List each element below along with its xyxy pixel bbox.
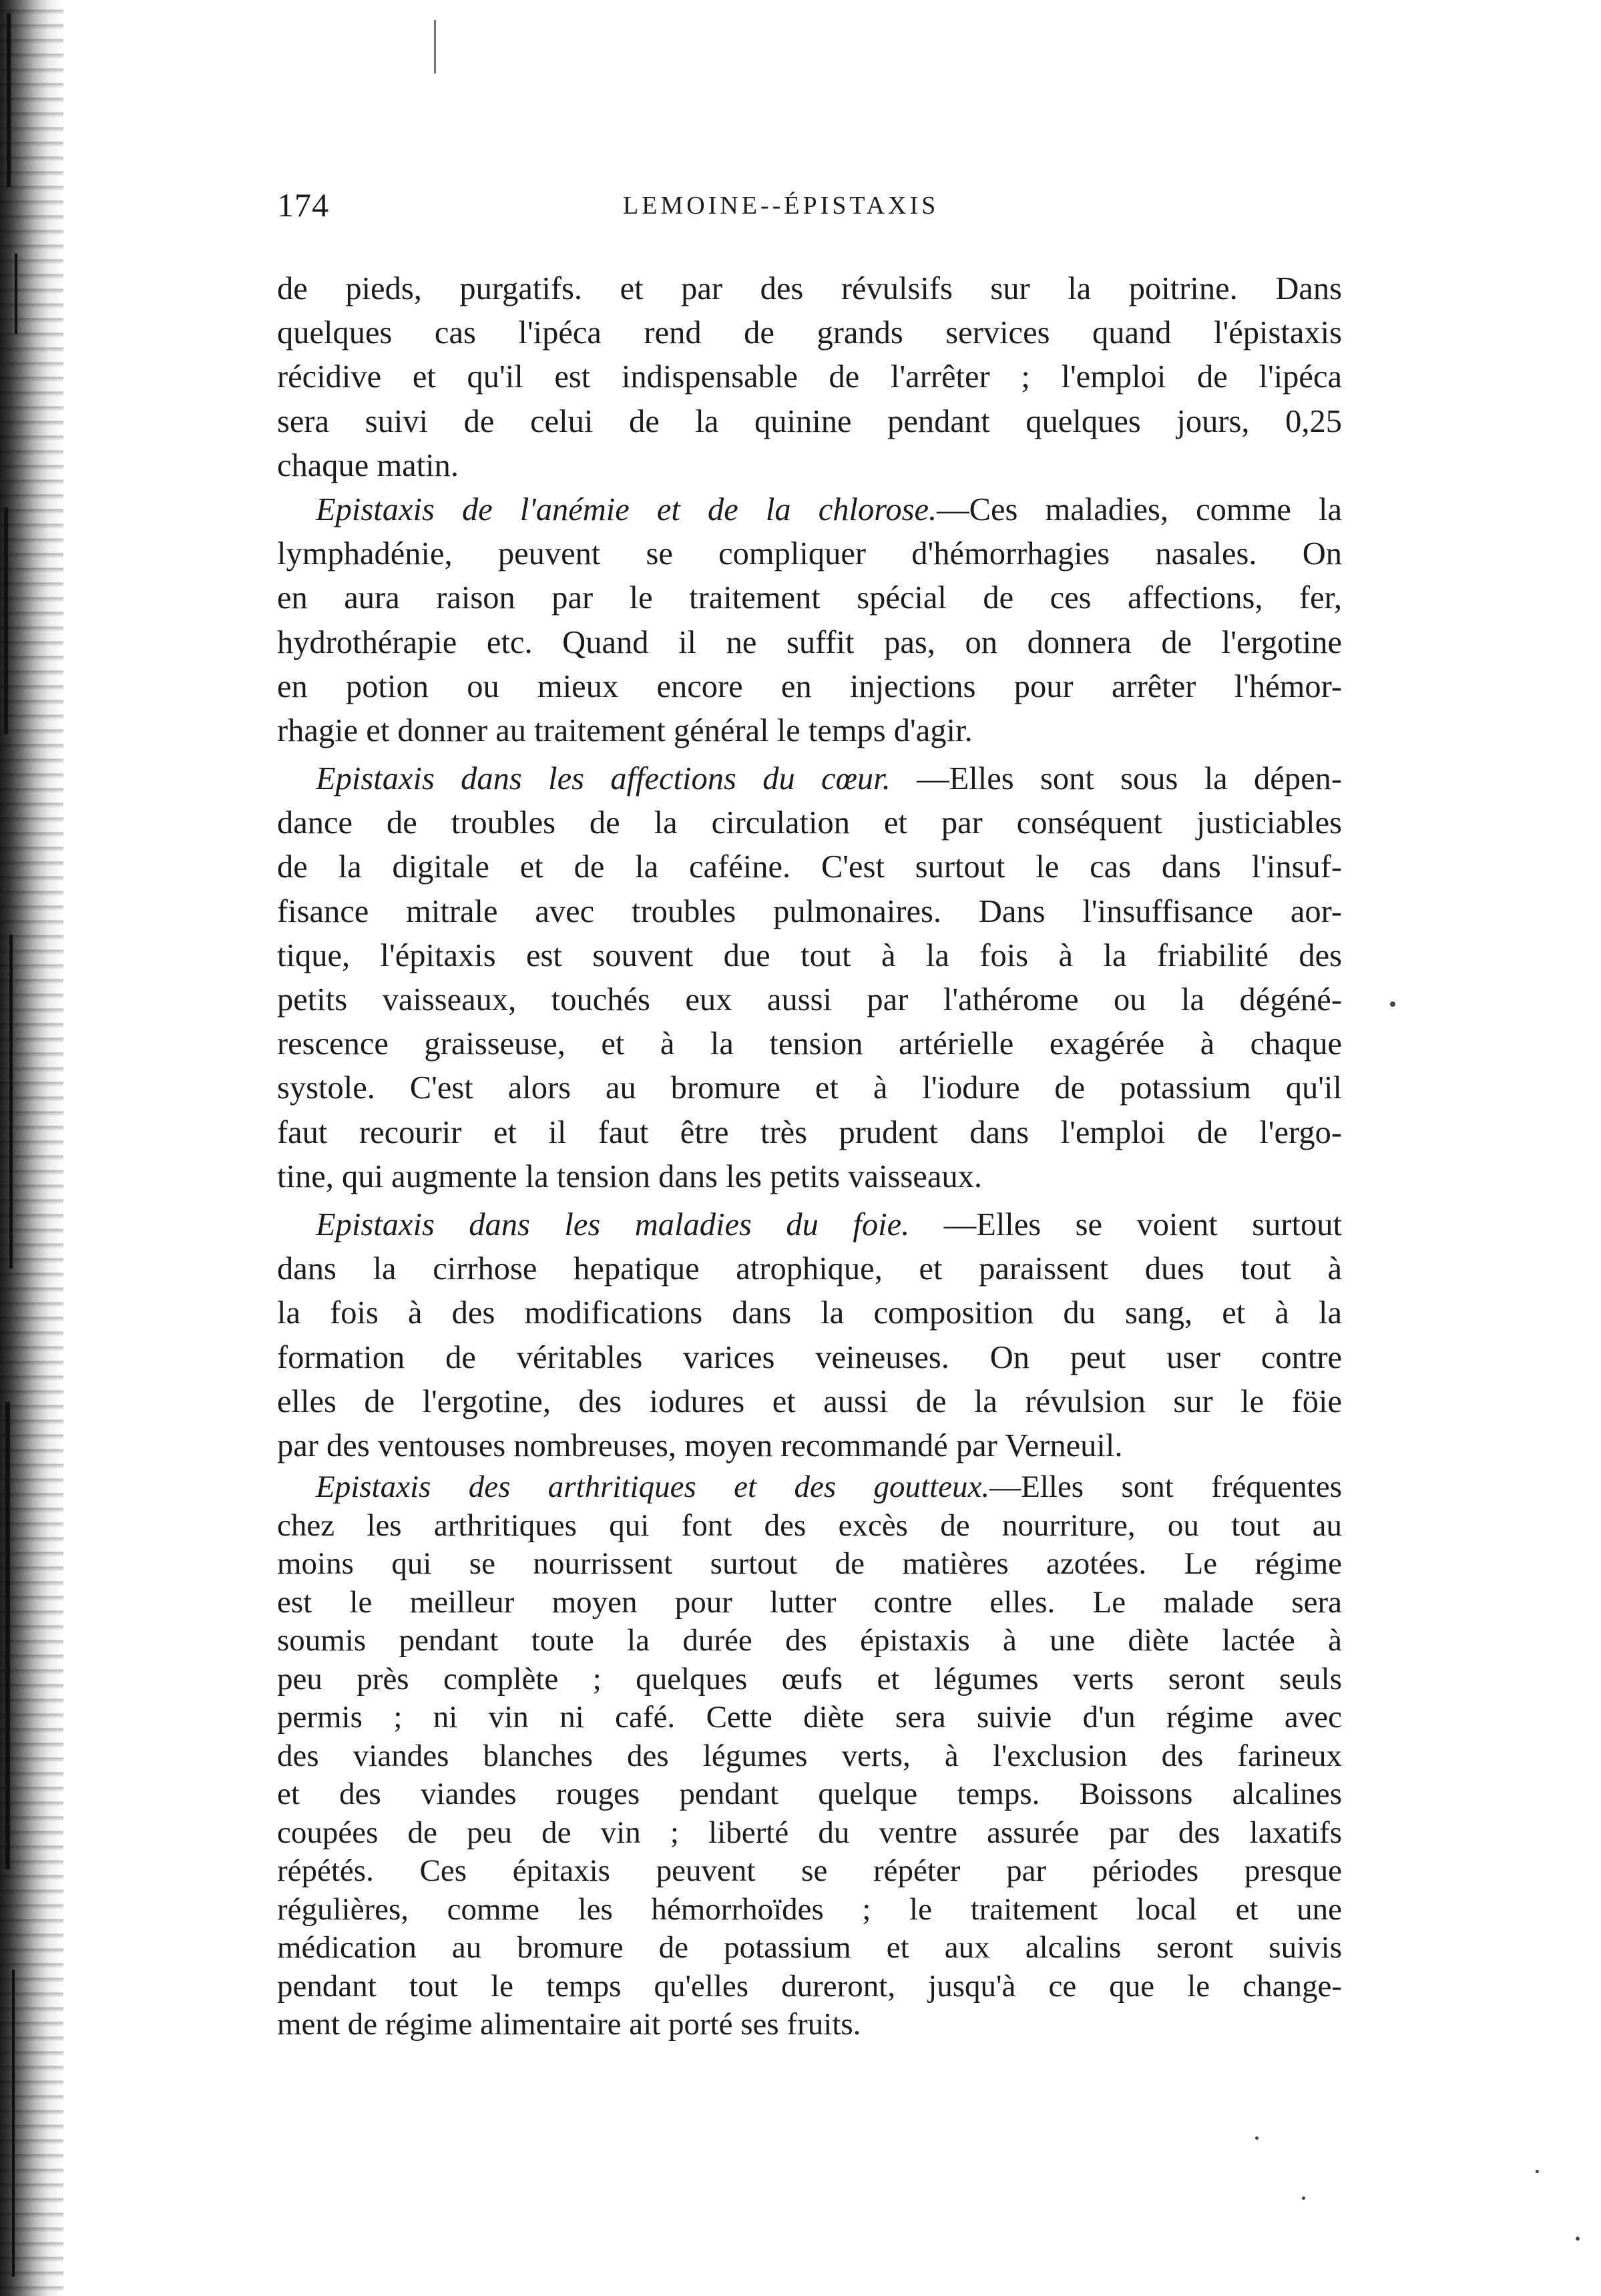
text-line: quelques cas l'ipéca rend de grands services quand l'épistaxis bbox=[277, 315, 1342, 351]
text-line: formation de véritables varices veineuses. On peut user contre bbox=[277, 1339, 1342, 1375]
text-line: faut recourir et il faut être très prudent dans l'emploi de l'ergo- bbox=[277, 1114, 1342, 1150]
binding-shadow bbox=[4, 507, 8, 734]
text-line: par des ventouses nombreuses, moyen recommandé par Verneuil. bbox=[277, 1427, 1123, 1463]
text-run: —Elles sont sous la dépen- bbox=[890, 761, 1342, 797]
binding-shadow bbox=[12, 1970, 15, 2277]
text-line: de la digitale et de la caféine. C'est surtout le cas dans l'insuf- bbox=[277, 849, 1342, 885]
paragraph bbox=[277, 1203, 1342, 1468]
paragraph-heading: Epistaxis dans les maladies du foie. bbox=[316, 1206, 910, 1242]
binding-shadow bbox=[15, 254, 17, 334]
binding-shadow bbox=[5, 1402, 10, 1869]
text-run: —Elles se voient surtout bbox=[909, 1206, 1342, 1242]
text-line bbox=[277, 488, 1342, 532]
scan-speck bbox=[1536, 2170, 1539, 2173]
text-line: coupées de peu de vin ; liberté du ventre assurée par des laxatifs bbox=[277, 1815, 1342, 1850]
text-line: régulières, comme les hémorrhoïdes ; le traitement local et une bbox=[277, 1891, 1342, 1927]
text-line: chez les arthritiques qui font des excès de nourriture, ou tout au bbox=[277, 1508, 1342, 1543]
text-line: dans la cirrhose hepatique atrophique, et paraissent dues tout à bbox=[277, 1251, 1342, 1287]
text-line: tine, qui augmente la tension dans les petits vaisseaux. bbox=[277, 1158, 982, 1194]
scan-artifact-mark bbox=[434, 20, 436, 73]
paragraph-heading: Epistaxis dans les affections du cœur. bbox=[316, 761, 891, 797]
scan-speck bbox=[1576, 2237, 1580, 2241]
text-line: moins qui se nourrissent surtout de matières azotées. Le régime bbox=[277, 1546, 1342, 1582]
text-line bbox=[277, 757, 1342, 801]
page-number: 174 bbox=[277, 186, 329, 224]
text-line: médication au bromure de potassium et aux alcalins seront suivis bbox=[277, 1930, 1342, 1966]
binding-shadow bbox=[9, 935, 13, 1269]
text-line: et des viandes rouges pendant quelque temps. Boissons alcalines bbox=[277, 1777, 1342, 1812]
text-line: chaque matin. bbox=[277, 447, 459, 483]
scan-speck bbox=[1255, 2136, 1259, 2140]
text-line: elles de l'ergotine, des iodures et aussi de la révulsion sur le föie bbox=[277, 1383, 1342, 1419]
text-line: peu près complète ; quelques œufs et légumes verts seront seuls bbox=[277, 1661, 1342, 1696]
text-line: rhagie et donner au traitement général le temps d'agir. bbox=[277, 712, 973, 748]
body-text bbox=[277, 267, 1342, 2044]
text-line: en potion ou mieux encore en injections pour arrêter l'hémor- bbox=[277, 668, 1342, 704]
text-line: lymphadénie, peuvent se compliquer d'hémorrhagies nasales. On bbox=[277, 536, 1342, 572]
scan-speck bbox=[1390, 1001, 1395, 1007]
text-line: des viandes blanches des légumes verts, à l'exclusion des farineux bbox=[277, 1738, 1342, 1773]
text-line: répétés. Ces épitaxis peuvent se répéter par périodes presque bbox=[277, 1853, 1342, 1889]
scan-binding-edge bbox=[0, 0, 63, 2296]
text-line: systole. C'est alors au bromure et à l'iodure de potassium qu'il bbox=[277, 1070, 1342, 1106]
body-lower-section bbox=[277, 1468, 1342, 2044]
body-upper-section bbox=[277, 267, 1342, 1468]
text-line: rescence graisseuse, et à la tension artérielle exagérée à chaque bbox=[277, 1026, 1342, 1062]
text-run: —Elles sont fréquentes bbox=[989, 1469, 1342, 1505]
text-line: dance de troubles de la circulation et par conséquent justiciables bbox=[277, 805, 1342, 841]
running-head bbox=[277, 186, 1392, 232]
paragraph-heading: Epistaxis des arthritiques et des goutteux. bbox=[316, 1469, 990, 1505]
text-line: récidive et qu'il est indispensable de l'arrêter ; l'emploi de l'ipéca bbox=[277, 359, 1342, 395]
scan-speck bbox=[1302, 2197, 1305, 2200]
text-run: —Ces maladies, comme la bbox=[937, 491, 1342, 527]
text-line: soumis pendant toute la durée des épistaxis à une diète lactée à bbox=[277, 1623, 1342, 1658]
binding-shadow bbox=[7, 13, 11, 187]
text-line: de pieds, purgatifs. et par des révulsifs sur la poitrine. Dans bbox=[277, 271, 1342, 306]
text-line: est le meilleur moyen pour lutter contre elles. Le malade sera bbox=[277, 1584, 1342, 1620]
text-line: pendant tout le temps qu'elles dureront, jusqu'à ce que le change- bbox=[277, 1968, 1342, 2004]
text-line: en aura raison par le traitement spécial de ces affections, fer, bbox=[277, 580, 1342, 616]
paragraph-heading: Epistaxis de l'anémie et de la chlorose. bbox=[316, 491, 937, 527]
paragraph bbox=[277, 267, 1342, 488]
text-line: hydrothérapie etc. Quand il ne suffit pas, on donnera de l'ergotine bbox=[277, 624, 1342, 660]
text-line: la fois à des modifications dans la composition du sang, et à la bbox=[277, 1295, 1342, 1331]
running-head-title: LEMOINE--ÉPISTAXIS bbox=[623, 192, 939, 220]
paragraph bbox=[277, 1468, 1342, 2044]
text-line bbox=[277, 1203, 1342, 1247]
text-line: sera suivi de celui de la quinine pendant quelques jours, 0,25 bbox=[277, 403, 1342, 439]
paragraph bbox=[277, 488, 1342, 753]
paragraph bbox=[277, 757, 1342, 1199]
text-line: fisance mitrale avec troubles pulmonaires. Dans l'insuffisance aor- bbox=[277, 893, 1342, 929]
text-line: petits vaisseaux, touchés eux aussi par l'athérome ou la dégéné- bbox=[277, 982, 1342, 1017]
text-line bbox=[277, 1468, 1342, 1507]
text-line: tique, l'épitaxis est souvent due tout à la fois à la friabilité des bbox=[277, 937, 1342, 973]
text-line: ment de régime alimentaire ait porté ses fruits. bbox=[277, 2007, 861, 2042]
text-line: permis ; ni vin ni café. Cette diète sera suivie d'un régime avec bbox=[277, 1700, 1342, 1735]
